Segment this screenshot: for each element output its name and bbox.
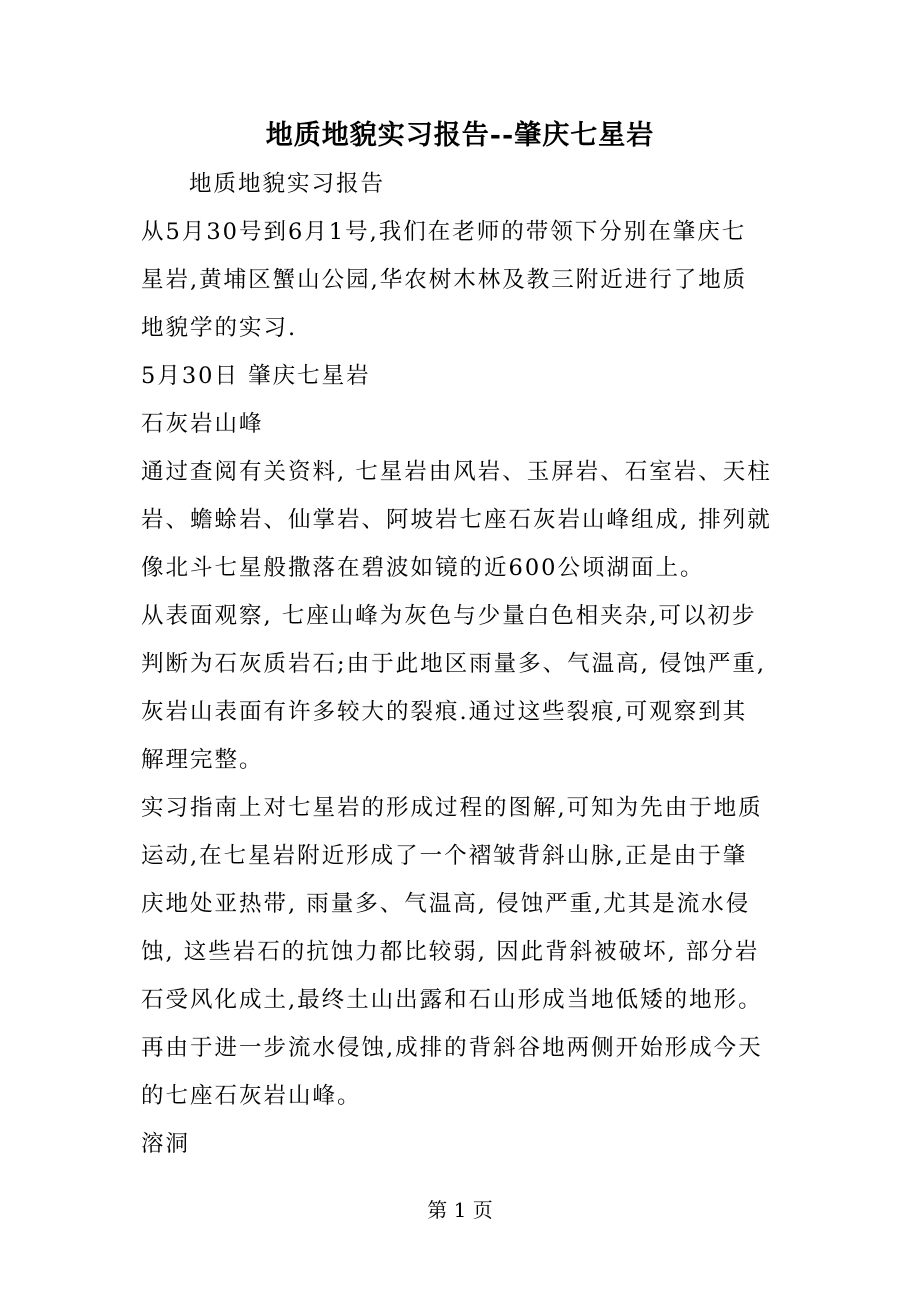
subsection-heading: 溶洞 — [141, 1131, 191, 1157]
text-line: 灰岩山表面有许多较大的裂痕.通过这些裂痕,可观察到其 — [141, 699, 748, 725]
text-line: 再由于进一步流水侵蚀,成排的背斜谷地两侧开始形成今天 — [141, 1035, 763, 1061]
text-line: 星岩,黄埔区蟹山公园,华农树木林及教三附近进行了地质 — [141, 267, 748, 293]
text-line: 岩、蟾蜍岩、仙掌岩、阿坡岩七座石灰岩山峰组成, 排列就 — [141, 507, 772, 533]
subsection-heading: 石灰岩山峰 — [141, 411, 264, 437]
text-line: 从5月30号到6月1号,我们在老师的带领下分别在肇庆七 — [141, 219, 747, 245]
document-title: 地质地貌实习报告--肇庆七星岩 — [265, 120, 655, 151]
section-heading: 5月30日 肇庆七星岩 — [141, 363, 371, 389]
document-subtitle: 地质地貌实习报告 — [189, 171, 386, 197]
text-line: 的七座石灰岩山峰。 — [141, 1083, 362, 1109]
text-line: 庆地处亚热带, 雨量多、气温高, 侵蚀严重,尤其是流水侵 — [141, 891, 751, 917]
text-line: 从表面观察, 七座山峰为灰色与少量白色相夹杂,可以初步 — [141, 603, 757, 629]
text-line: 石受风化成土,最终土山出露和石山形成当地低矮的地形。 — [141, 987, 763, 1013]
text-line: 通过查阅有关资料, 七星岩由风岩、玉屏岩、石室岩、天柱 — [141, 459, 772, 485]
text-line: 实习指南上对七星岩的形成过程的图解,可知为先由于地质 — [141, 795, 763, 821]
text-line: 地貌学的实习. — [141, 315, 298, 341]
text-line: 蚀, 这些岩石的抗蚀力都比较弱, 因此背斜被破坏, 部分岩 — [141, 939, 760, 965]
page-number: 第 1 页 — [427, 1198, 493, 1222]
text-line: 像北斗七星般撒落在碧波如镜的近600公顷湖面上。 — [141, 555, 705, 581]
text-line: 解理完整。 — [141, 747, 264, 773]
text-line: 判断为石灰质岩石;由于此地区雨量多、气温高, 侵蚀严重, — [141, 651, 767, 677]
text-line: 运动,在七星岩附近形成了一个褶皱背斜山脉,正是由于肇 — [141, 843, 748, 869]
